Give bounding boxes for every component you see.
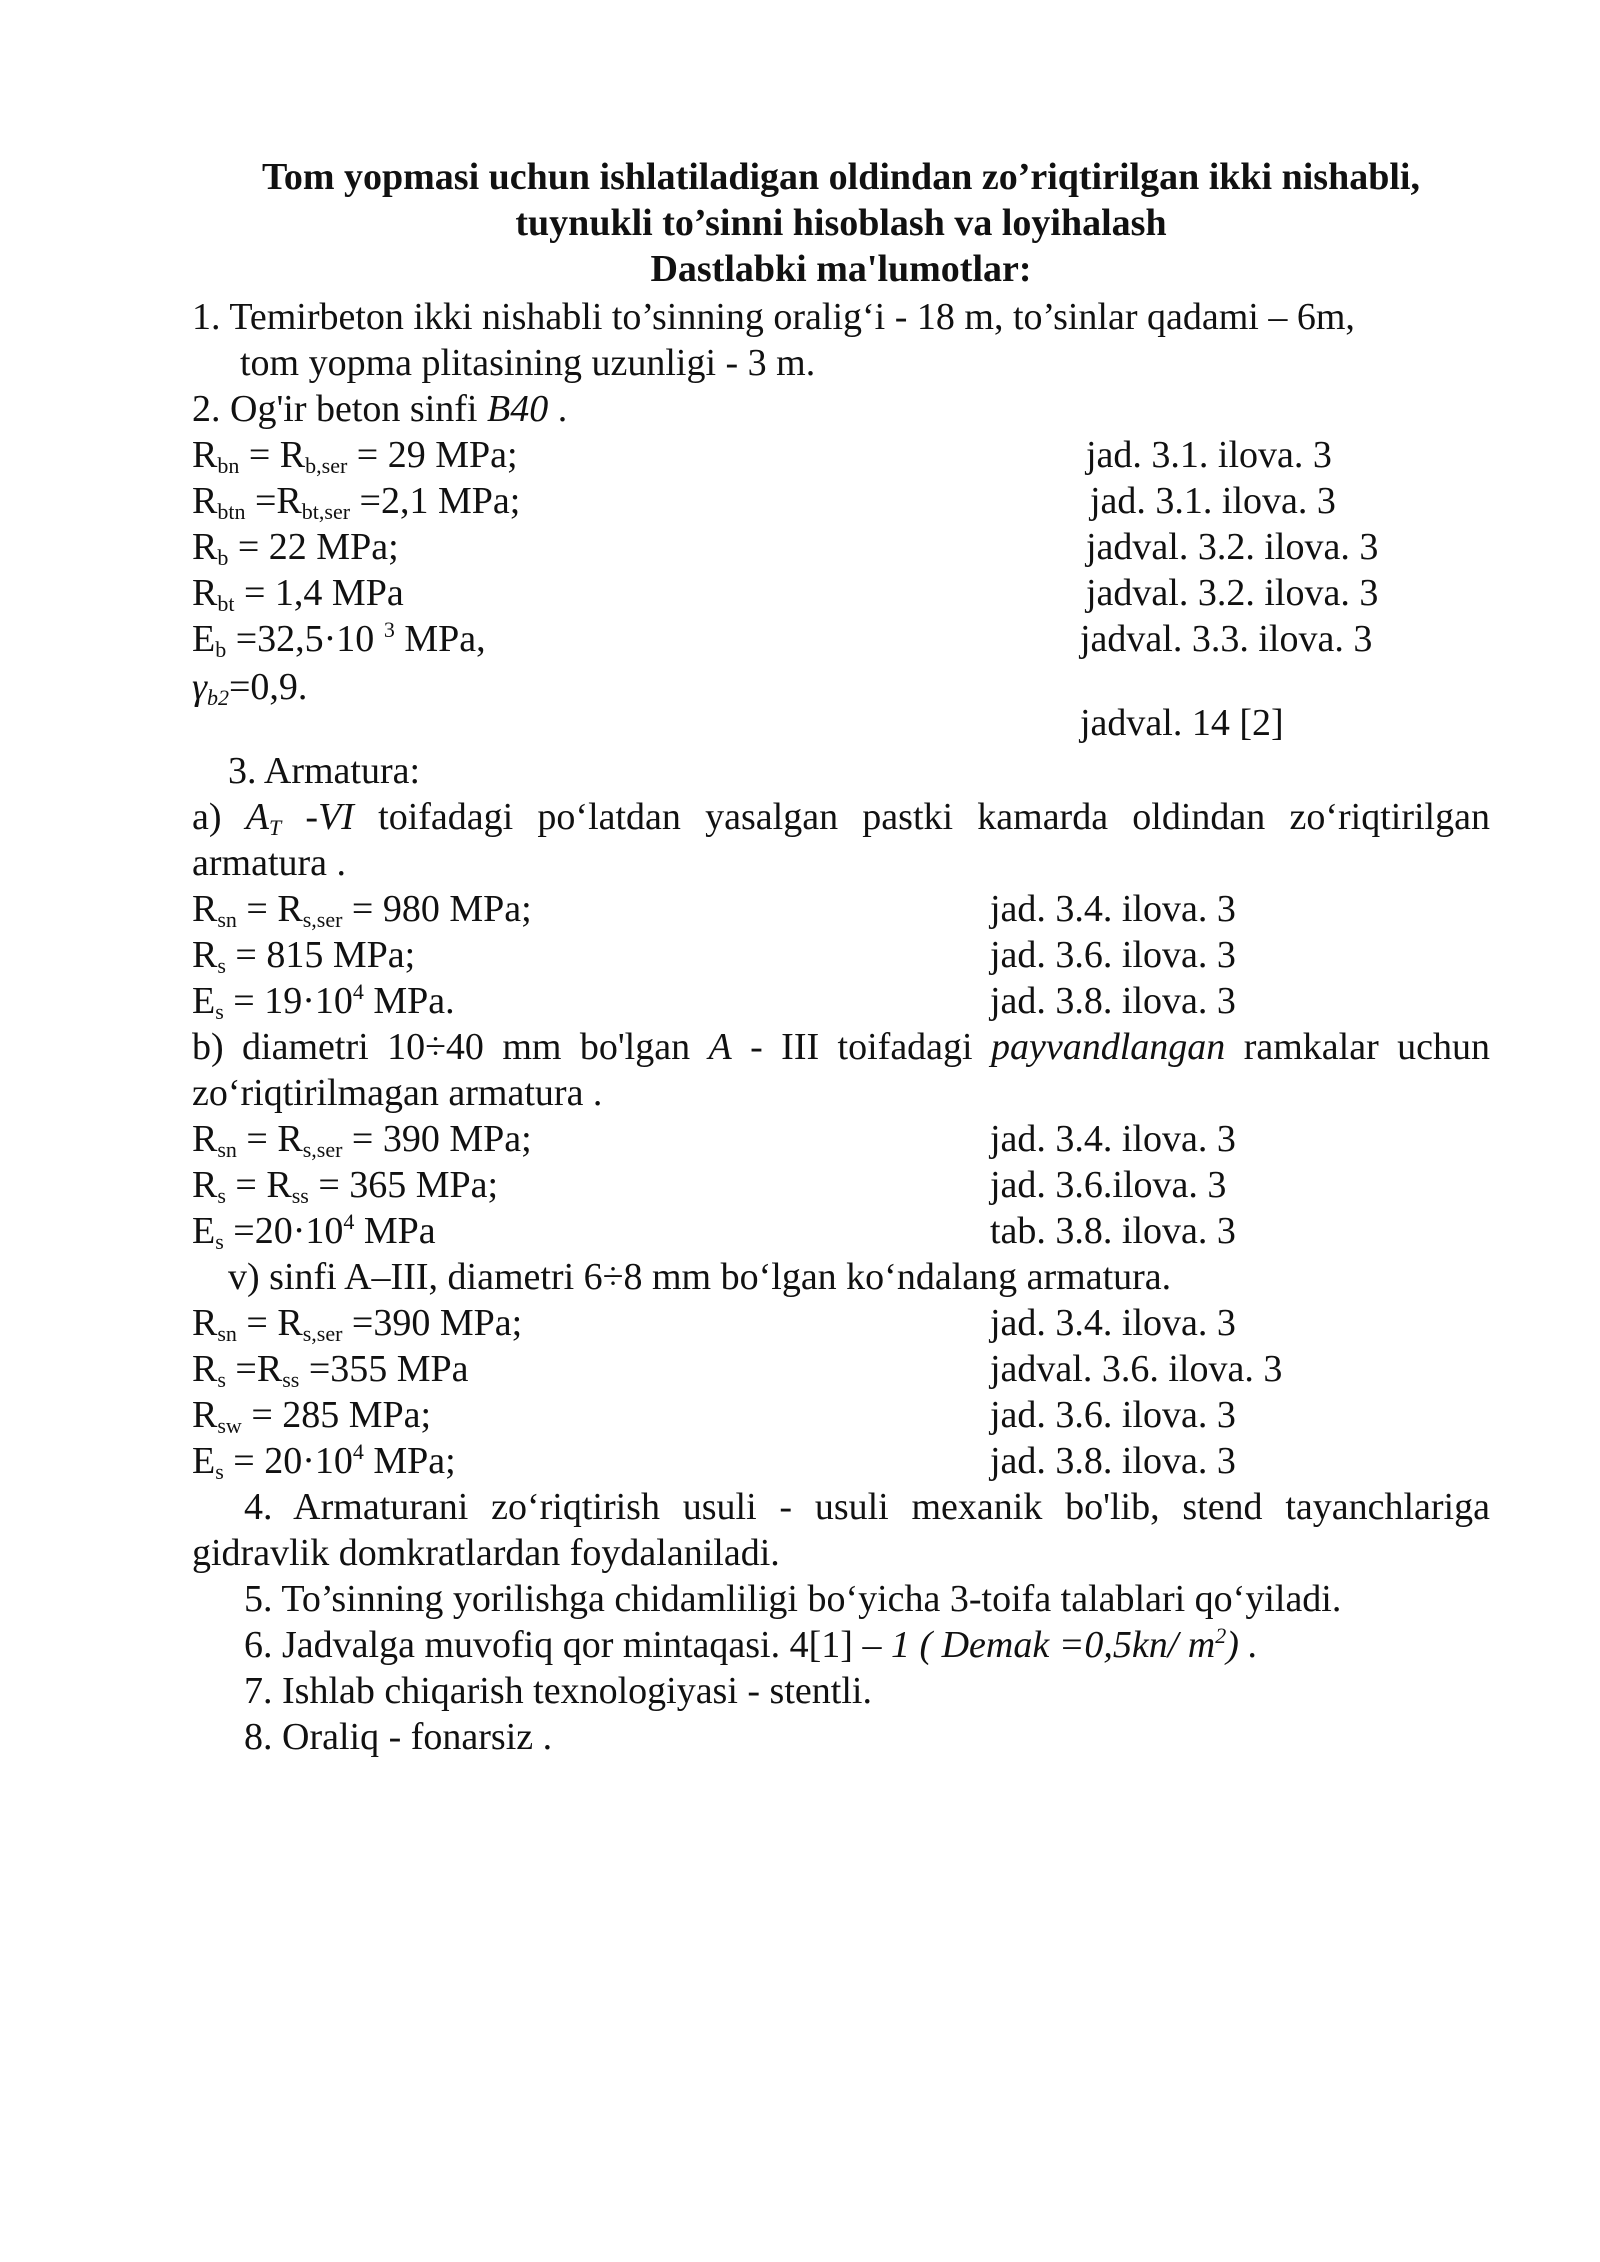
armatura-v-rsn: $R_{sn} = R_{s,ser} =390$ MPa; [192,1302,523,1346]
armatura-v-es-ref: jad. 3.8. ilova. 3 [990,1440,1236,1482]
concrete-rbtn-ref: jad. 3.1. ilova. 3 [1090,480,1336,522]
armatura-v-rs: $R_s =R_{ss} =355$ MPa [192,1348,469,1392]
armatura-v-es: $E_s = 20\cdot 10^4$ MPa; [192,1439,456,1484]
armatura-v-rsw-ref: jad. 3.6. ilova. 3 [990,1394,1236,1436]
item-4-line-2: gidravlik domkratlardan foydalaniladi. [192,1532,780,1574]
armatura-b-rsn: $R_{sn} = R_{s,ser} = 390$ MPa; [192,1118,532,1162]
gamma-b2-ref: jadval. 14 [2] [1080,702,1284,744]
armatura-a-rsn: $R_{sn} = R_{s,ser} = 980$ MPa; [192,888,532,932]
armatura-b-rsn-ref: jad. 3.4. ilova. 3 [990,1118,1236,1160]
item-7: 7. Ishlab chiqarish texnologiyasi - stentli. [244,1670,872,1712]
concrete-rbt-ref: jadval. 3.2. ilova. 3 [1086,572,1379,614]
concrete-rbn: $R_{bn} = R_{b,ser} = 29$ MPa; [192,434,518,478]
armatura-v-rs-ref: jadval. 3.6. ilova. 3 [990,1348,1283,1390]
armatura-v-rsn-ref: jad. 3.4. ilova. 3 [990,1302,1236,1344]
item-4-line-1: 4. Armaturani zo‘riqtirish usuli - usuli mexanik bo'lib, stend tayanchlariga [244,1486,1490,1528]
section-heading: Dastlabki ma'lumotlar: [650,248,1032,290]
armatura-a-es-ref: jad. 3.8. ilova. 3 [990,980,1236,1022]
armatura-b-rs: $R_s = R_{ss} = 365$ MPa; [192,1164,499,1208]
title-line-1: Tom yopmasi uchun ishlatiladigan oldindan zo’riqtirilgan ikki nishabli, [262,156,1420,198]
armatura-a-rsn-ref: jad. 3.4. ilova. 3 [990,888,1236,930]
armatura-b-es-ref: tab. 3.8. ilova. 3 [990,1210,1236,1252]
item-1-line-2: tom yopma plitasining uzunligi - 3 m. [240,342,816,384]
item-6: 6. Jadvalga muvofiq qor mintaqasi. 4[1] – 1 ( Demak =0,5kn/ $m^2$) . [244,1623,1258,1666]
concrete-rbn-ref: jad. 3.1. ilova. 3 [1086,434,1332,476]
armatura-v-line-1: v) sinfi A–III, diametri 6÷8 mm bo‘lgan ko‘ndalang armatura. [228,1256,1172,1298]
concrete-rb-ref: jadval. 3.2. ilova. 3 [1086,526,1379,568]
concrete-eb: $E_b =32,5\cdot 10$ $^3$ MPa, [192,617,486,662]
armatura-a-line-2: armatura . [192,842,347,884]
armatura-a-rs-ref: jad. 3.6. ilova. 3 [990,934,1236,976]
armatura-v-rsw: $R_{sw} = 285$ MPa; [192,1394,432,1438]
armatura-b-rs-ref: jad. 3.6.ilova. 3 [990,1164,1227,1206]
armatura-a-es: $E_s = 19\cdot 10^4$ MPa. [192,979,455,1024]
armatura-a-rs: $R_s = 815$ MPa; [192,934,416,978]
title-line-2: tuynukli to’sinni hisoblash va loyihalash [515,202,1167,244]
concrete-eb-ref: jadval. 3.3. ilova. 3 [1080,618,1373,660]
gamma-b2: $\gamma_{b2}=0,9$. [192,666,308,710]
item-2: 2. Og'ir beton sinfi B40 . [192,388,568,430]
item-5: 5. To’sinning yorilishga chidamliligi bo‘yicha 3-toifa talablari qo‘yiladi. [244,1578,1342,1620]
armatura-b-es: $E_s =20\cdot 10^4$ MPa [192,1209,436,1254]
item-1-line-1: 1. Temirbeton ikki nishabli to’sinning oralig‘i - 18 m, to’sinlar qadami – 6m, [192,296,1355,338]
item-3-heading: 3. Armatura: [228,750,421,792]
armatura-b-line-2: zo‘riqtirilmagan armatura . [192,1072,603,1114]
armatura-a-line-1: a) $A_T$ -VI toifadagi po‘latdan yasalgan pastki kamarda oldindan zo‘riqtirilgan [192,796,1490,840]
armatura-b-line-1: b) diametri 10÷40 mm bo'lgan A - III toifadagi payvandlangan ramkalar uchun [192,1026,1490,1068]
concrete-rbtn: $R_{btn} =R_{bt,ser} =2,1$ MPa; [192,480,521,524]
item-8: 8. Oraliq - fonarsiz . [244,1716,553,1758]
concrete-rbt: $R_{bt} = 1,4$ MPa [192,572,404,616]
concrete-rb: $R_b = 22$ MPa; [192,526,399,570]
